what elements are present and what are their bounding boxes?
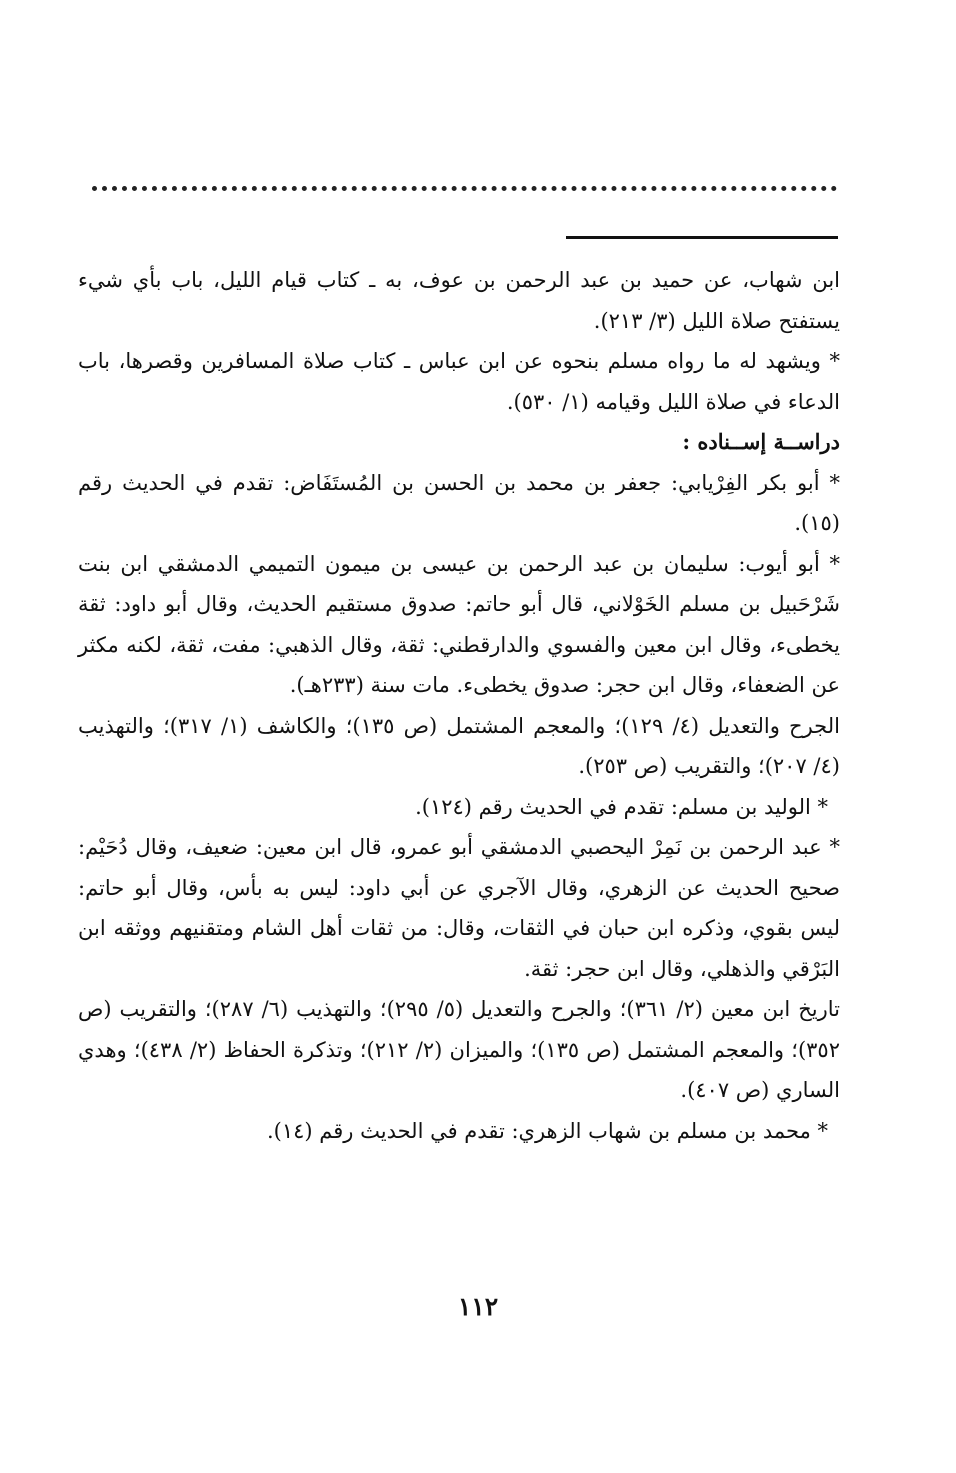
- page-number: ١١٢: [457, 1292, 499, 1321]
- paragraph-narrator-abdulrahman: * عبد الرحمن بن نَمِرْ اليحصبي الدمشقي أبو عمرو، قال ابن معين: ضعيف، وقال دُحَيْم: صحيح الحديث عن الزهري، وقال الآجري عن أبي داود: ليس به بأس، وقال أبو حاتم: ليس بقوي، وذكره ابن حبان في الثقات، وقال: من ثقات أهل الشام ومتقنيهم ووثقه ابن البَرْقي والذهلي، وقال ابن حجر: ثقة.: [78, 835, 840, 981]
- paragraph-references-2: تاريخ ابن معين (٢/ ٣٦١)؛ والجرح والتعديل (٥/ ٢٩٥)؛ والتهذيب (٦/ ٢٨٧)؛ والتقريب (ص ٣٥٢)؛ والمعجم المشتمل (ص ١٣٥)؛ والميزان (٢/ ٢١٢)؛ وتذكرة الحفاظ (٢/ ٤٣٨)؛ وهدي الساري (ص ٤٠٧).: [78, 997, 840, 1102]
- section-heading: دراســة إســناده :: [682, 429, 840, 454]
- paragraph-witness: * ويشهد له ما رواه مسلم بنحوه عن ابن عباس ـ كتاب صلاة المسافرين وقصرها، باب الدعاء في صلاة الليل وقيامه (١/ ٥٣٠).: [78, 349, 840, 414]
- paragraph-source: ابن شهاب، عن حميد بن عبد الرحمن بن عوف، به ـ كتاب قيام الليل، باب بأي شيء يستفتح صلاة الليل (٣/ ٢١٣).: [78, 268, 840, 333]
- paragraph-narrator-abu-ayyub: * أبو أيوب: سليمان بن عبد الرحمن بن عيسى بن ميمون التميمي الدمشقي ابن بنت شَرْحَبيل بن مسلم الخَوْلاني، قال أبو حاتم: صدوق مستقيم الحديث، وقال أبو داود: ثقة يخطىء، وقال ابن معين والفسوي والدارقطني: ثقة، وقال الذهبي: مفت، ثقة، لكنه مكثر عن الضعفاء، وقال ابن حجر: صدوق يخطىء. مات سنة (٢٣٣هـ).: [78, 551, 840, 697]
- footnote-rule: [566, 236, 838, 239]
- dotted-separator: [92, 186, 837, 197]
- paragraph-narrator-walid: * الوليد بن مسلم: تقدم في الحديث رقم (١٢٤).: [415, 794, 828, 819]
- footnote-text: [78, 260, 840, 1151]
- paragraph-narrator-zuhri: * محمد بن مسلم بن شهاب الزهري: تقدم في الحديث رقم (١٤).: [266, 1118, 828, 1143]
- paragraph-references-1: الجرح والتعديل (٤/ ١٢٩)؛ والمعجم المشتمل (ص ١٣٥)؛ والكاشف (١/ ٣١٧)؛ والتهذيب (٤/ ٢٠٧)؛ والتقريب (ص ٢٥٣).: [78, 713, 840, 778]
- paragraph-narrator-firyabi: * أبو بكر الفِرْيابي: جعفر بن محمد بن الحسن بن المُستَفَاض: تقدم في الحديث رقم (١٥).: [78, 470, 840, 535]
